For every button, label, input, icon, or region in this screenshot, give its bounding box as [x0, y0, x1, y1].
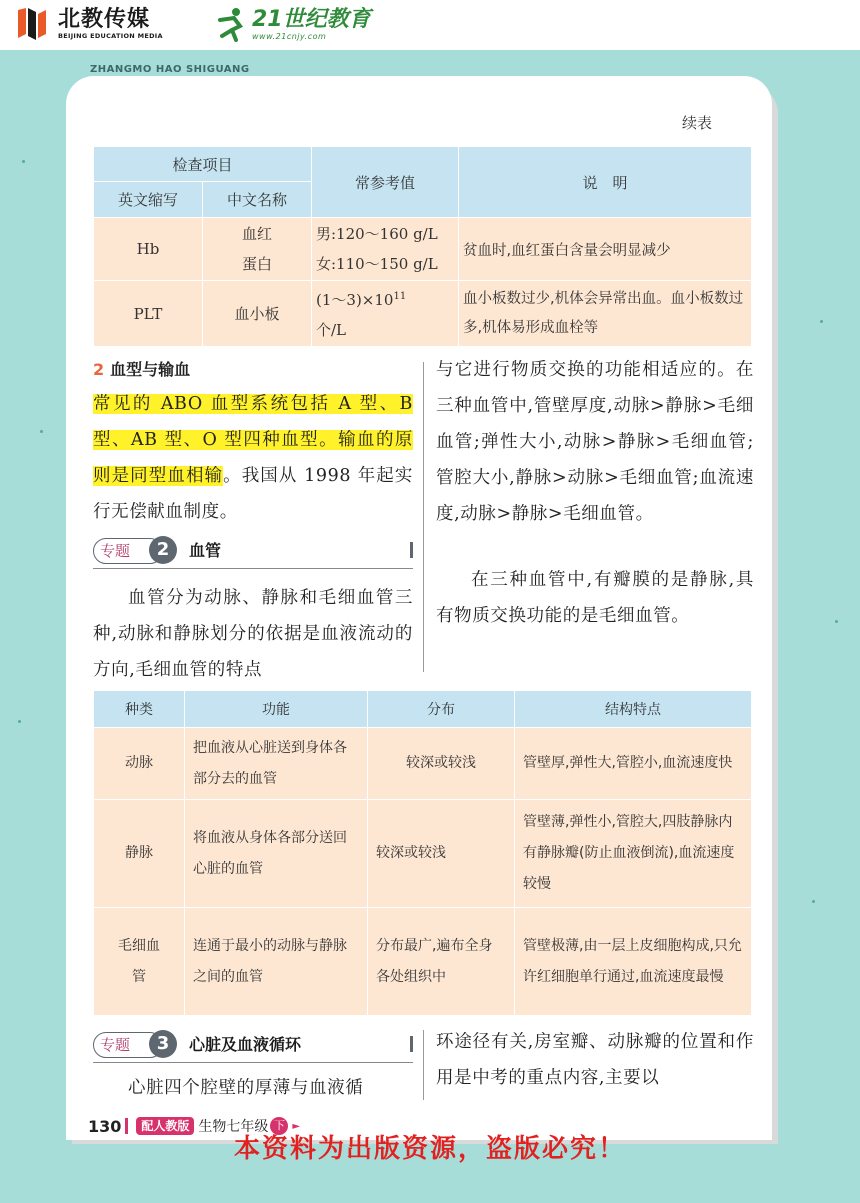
cell-abbr: PLT	[94, 281, 203, 347]
table-header: 功能	[185, 691, 368, 728]
cell-ref	[312, 218, 459, 281]
copyright-watermark: 本资料为出版资源，盗版必究！	[233, 1134, 626, 1164]
cell-structure: 管壁厚,弹性大,管腔小,血流速度快	[515, 728, 752, 800]
blood-vessel-table	[93, 690, 752, 1016]
topic-underline	[93, 1062, 413, 1063]
paragraph-text: 。我国从 1998 年起实行无偿献血制度。	[93, 466, 413, 522]
top-logo-bar	[0, 0, 860, 50]
table-header-abbr: 英文缩写	[94, 182, 203, 218]
ref-base: (1～3)×10	[316, 291, 394, 309]
table-row	[94, 728, 752, 800]
logo2-title: 21世纪教育	[252, 6, 371, 32]
table-header-note: 说 明	[459, 147, 752, 218]
cell-function: 把血液从心脏送到身体各部分去的血管	[185, 728, 368, 800]
topic-bar	[410, 1036, 413, 1052]
table-row	[94, 218, 752, 281]
table-header-cn: 中文名称	[203, 182, 312, 218]
cell-cn-line2: 蛋白	[241, 255, 272, 273]
decor-dot	[22, 160, 25, 163]
section-paragraph	[93, 386, 413, 530]
cell-distribution: 分布最广,遍布全身各处组织中	[368, 908, 515, 1016]
running-head: ZHANGMO HAO SHIGUANG	[90, 64, 250, 75]
topic-bar	[410, 542, 413, 558]
table-row	[94, 281, 752, 347]
section-number: 2	[93, 360, 105, 379]
edition-badge: 配人教版	[136, 1117, 194, 1135]
topic-name: 心脏及血液循环	[189, 1035, 302, 1054]
topic-number: 2	[149, 536, 177, 564]
decor-dot	[812, 900, 815, 903]
beijing-education-media-logo	[12, 4, 163, 44]
cell-structure: 管壁极薄,由一层上皮细胞构成,只允许红细胞单行通过,血流速度最慢	[515, 908, 752, 1016]
book-logo-icon	[12, 4, 52, 44]
cell-note: 贫血时,血红蛋白含量会明显减少	[459, 218, 752, 281]
cell-distribution: 较深或较浅	[368, 728, 515, 800]
table-row	[94, 908, 752, 1016]
ref-exponent: 11	[393, 291, 407, 302]
21cnjy-logo	[212, 6, 371, 42]
cell-structure: 管壁薄,弹性小,管腔大,四肢静脉内有静脉瓣(防止血液倒流),血流速度较慢	[515, 800, 752, 908]
highlighted-text: 常见的 ABO 血型系统包括 A 型、B 型、AB 型、O 型四种血型。输血的原则是同型血相输	[93, 394, 413, 486]
topic2-paragraph: 血管分为动脉、静脉和毛细血管三种,动脉和静脉划分的依据是血液流动的方向,毛细血管的特点	[93, 588, 413, 680]
decor-dot	[18, 720, 21, 723]
table-header: 种类	[94, 691, 185, 728]
table-header: 结构特点	[515, 691, 752, 728]
cell-ref	[312, 281, 459, 347]
cell-kind: 毛细血管	[94, 908, 185, 1016]
volume-badge: 下	[270, 1117, 288, 1135]
cell-cn-line1: 血红	[241, 225, 272, 243]
right-paragraph-2: 在三种血管中,有瓣膜的是静脉,具有物质交换功能的是毛细血管。	[436, 570, 754, 626]
book-title: 生物七年级	[198, 1119, 269, 1135]
arrow-icon: ►	[292, 1120, 301, 1132]
table-row	[94, 800, 752, 908]
page-number: 130	[88, 1116, 122, 1136]
section-blood-type	[93, 358, 413, 530]
logo2-subtitle: www.21cnjy.com	[252, 31, 327, 41]
topic-underline	[93, 568, 413, 569]
topic-name: 血管	[189, 541, 222, 560]
runner-icon	[212, 6, 248, 42]
decor-dot	[40, 430, 43, 433]
section-title-text: 血型与输血	[110, 360, 191, 379]
cell-kind: 静脉	[94, 800, 185, 908]
section-title	[93, 358, 413, 382]
blood-test-table	[93, 146, 752, 347]
cell-ref-line1: 男:120～160 g/L	[316, 225, 438, 243]
cell-ref-line2: 女:110～150 g/L	[316, 255, 438, 273]
topic-header-2	[93, 536, 413, 570]
logo1-subtitle: BEIJING EDUCATION MEDIA	[58, 32, 163, 40]
table-header-group: 检查项目	[94, 147, 312, 182]
topic-header-3	[93, 1030, 413, 1064]
decor-dot	[835, 620, 838, 623]
logo1-title: 北教传媒	[58, 7, 151, 32]
column-divider	[423, 362, 424, 672]
topic3-paragraph: 心脏四个腔壁的厚薄与血液循	[128, 1078, 364, 1098]
right-paragraph-1: 与它进行物质交换的功能相适应的。在三种血管中,管壁厚度,动脉>静脉>毛细血管;弹性大小,动脉>静脉>毛细血管;管腔大小,静脉>动脉>毛细血管;血流速度,动脉>静脉>毛细血管。	[436, 360, 754, 524]
cell-abbr: Hb	[94, 218, 203, 281]
cell-cn	[203, 218, 312, 281]
topic-number: 3	[149, 1030, 177, 1058]
decor-dot	[820, 320, 823, 323]
cell-kind: 动脉	[94, 728, 185, 800]
cell-cn: 血小板	[203, 281, 312, 347]
cell-ref-line1	[316, 282, 457, 315]
table-header: 分布	[368, 691, 515, 728]
cell-ref-line2: 个/L	[316, 321, 347, 339]
cell-function: 连通于最小的动脉与静脉之间的血管	[185, 908, 368, 1016]
column-divider	[423, 1030, 424, 1100]
cell-distribution: 较深或较浅	[368, 800, 515, 908]
table-header-ref: 常参考值	[312, 147, 459, 218]
continued-label: 续表	[682, 114, 713, 132]
right-paragraph-3: 环途径有关,房室瓣、动脉瓣的位置和作用是中考的重点内容,主要以	[436, 1032, 754, 1088]
cell-function: 将血液从身体各部分送回心脏的血管	[185, 800, 368, 908]
topic-label: 专题	[93, 1032, 163, 1058]
cell-note: 血小板数过少,机体会异常出血。血小板数过多,机体易形成血栓等	[459, 281, 752, 347]
topic-label: 专题	[93, 538, 163, 564]
